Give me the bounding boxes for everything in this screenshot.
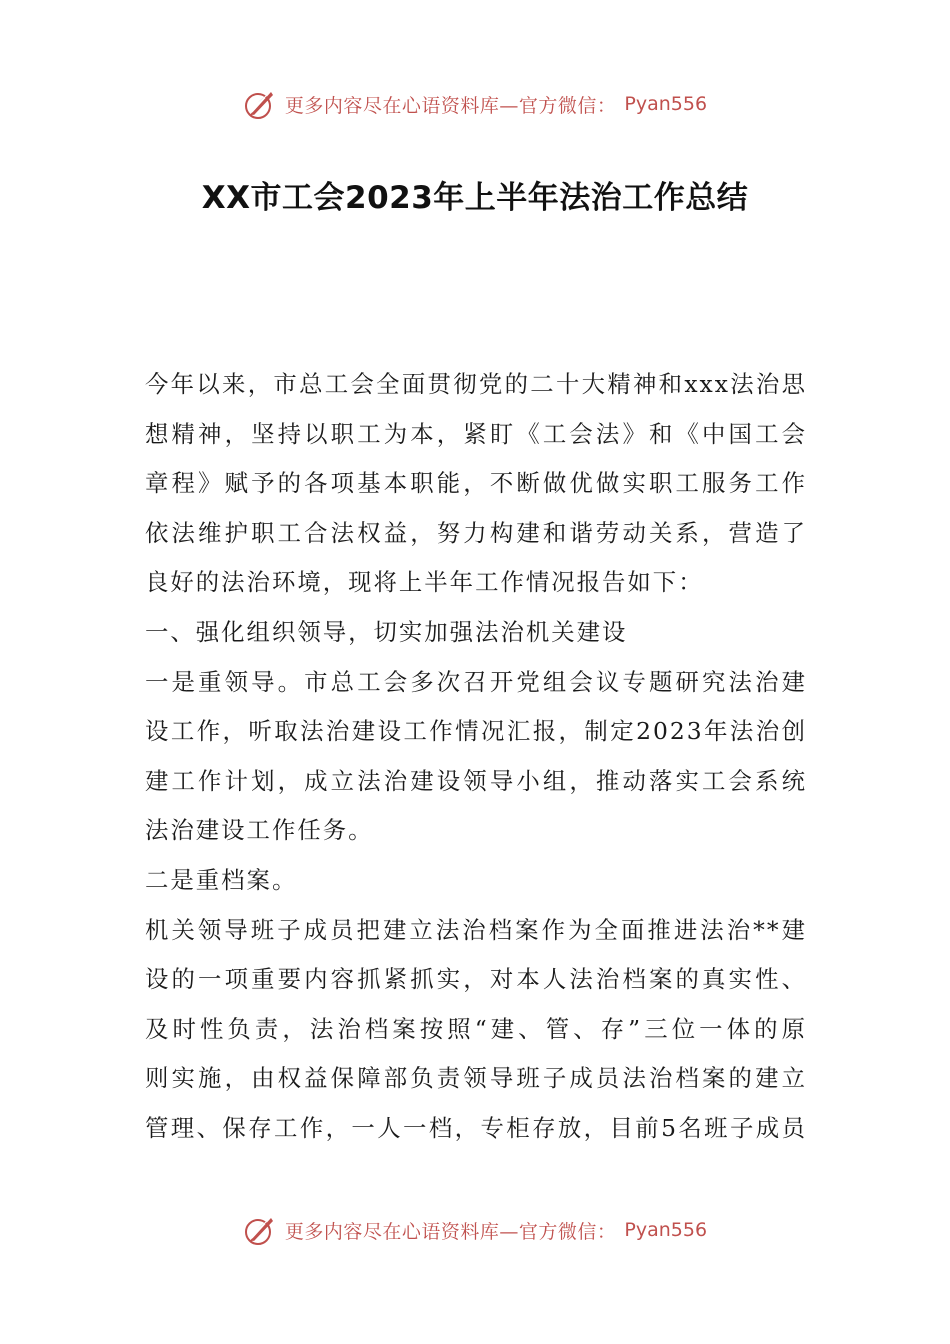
- footer-watermark-banner: [0, 1210, 950, 1250]
- text-line: 管理、保存工作，一人一档，专柜存放，目前5名班子成员: [145, 1113, 807, 1142]
- paragraph-intro: [145, 360, 807, 608]
- document-body: [145, 360, 807, 1154]
- text-line: 一是重领导。市总工会多次召开党组会议专题研究法治建: [145, 667, 807, 696]
- paragraph-archives-heading: [145, 856, 807, 906]
- text-line: 依法维护职工合法权益，努力构建和谐劳动关系，营造了: [145, 518, 807, 547]
- text-line: 良好的法治环境，现将上半年工作情况报告如下：: [145, 568, 704, 597]
- paragraph-archives: [145, 906, 807, 1154]
- quill-pen-logo-icon: [243, 87, 277, 121]
- watermark-slogan: 更多内容尽在心语资料库—官方微信：: [284, 1220, 617, 1243]
- section-heading-1: [145, 608, 807, 658]
- watermark-wechat-handle: Pyan556: [624, 1219, 708, 1241]
- watermark-slogan: 更多内容尽在心语资料库—官方微信：: [284, 94, 617, 117]
- document-title: XX市工会2023年上半年法治工作总结: [201, 180, 749, 216]
- text-line: 及时性负责，法治档案按照“建、管、存”三位一体的原: [145, 1014, 807, 1043]
- text-line: 设工作，听取法治建设工作情况汇报，制定2023年法治创: [145, 717, 807, 746]
- text-line: 一、强化组织领导，切实加强法治机关建设: [145, 617, 628, 646]
- text-line: 机关领导班子成员把建立法治档案作为全面推进法治**建: [145, 915, 807, 944]
- text-line: 建工作计划，成立法治建设领导小组，推动落实工会系统: [145, 766, 807, 795]
- quill-pen-logo-icon: [243, 1213, 277, 1247]
- text-line: 则实施，由权益保障部负责领导班子成员法治档案的建立: [145, 1064, 807, 1093]
- paragraph-leadership: [145, 658, 807, 856]
- header-watermark-banner: [0, 84, 950, 124]
- text-line: 想精神，坚持以职工为本，紧盯《工会法》和《中国工会: [145, 419, 807, 448]
- text-line: 二是重档案。: [145, 865, 298, 894]
- text-line: 法治建设工作任务。: [145, 816, 374, 845]
- text-line: 今年以来，市总工会全面贯彻党的二十大精神和xxx法治思: [145, 370, 807, 398]
- watermark-wechat-handle: Pyan556: [624, 93, 708, 115]
- text-line: 设的一项重要内容抓紧抓实，对本人法治档案的真实性、: [145, 965, 807, 994]
- text-line: 章程》赋予的各项基本职能，不断做优做实职工服务工作: [145, 469, 807, 498]
